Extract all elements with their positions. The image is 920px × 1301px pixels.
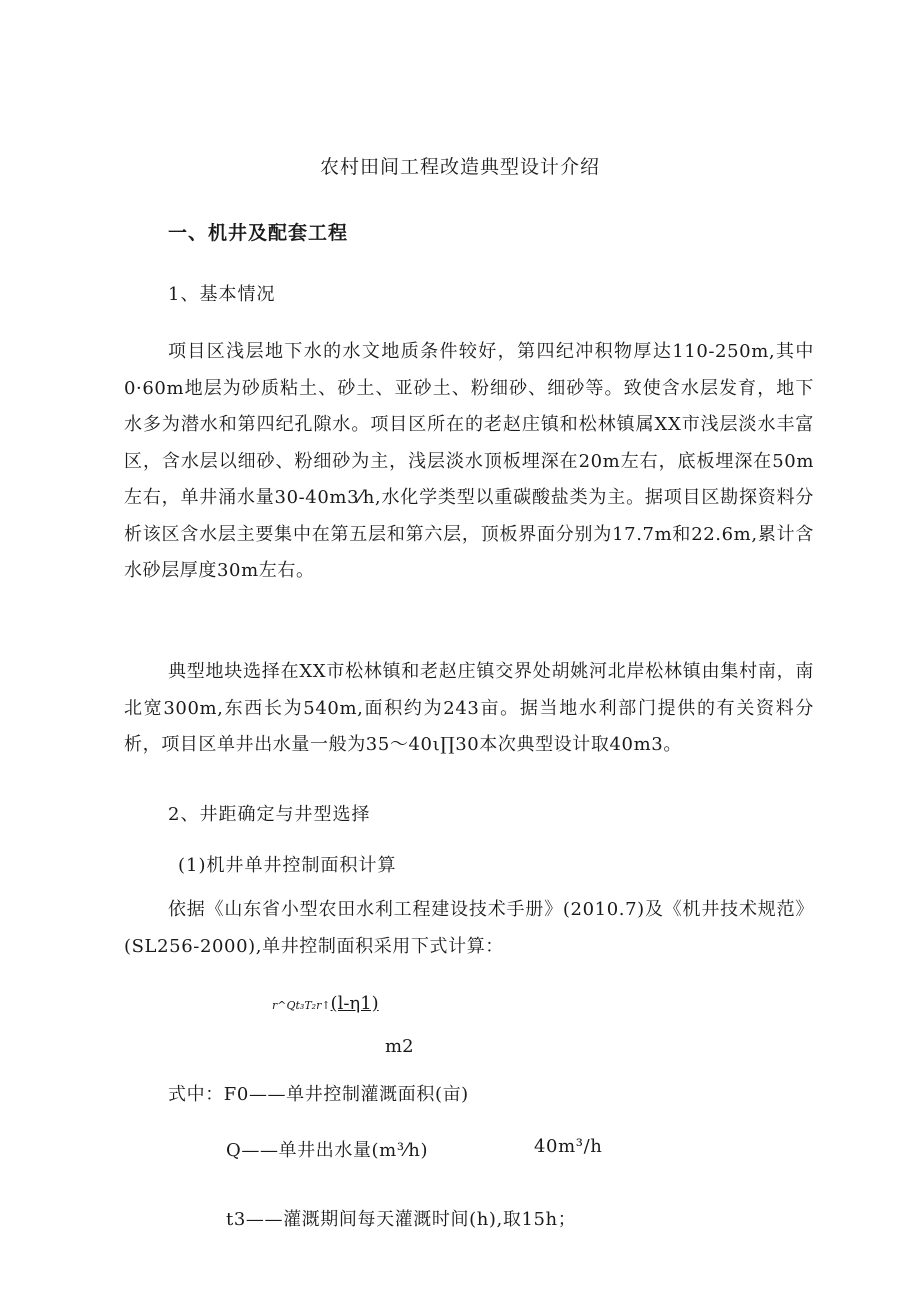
formula-main: (l-η1) [330,993,379,1014]
formula-prefix: r^Qt₃T₂r↑ [272,999,331,1012]
paragraph-typical-plot: 典型地块选择在XX市松林镇和老赵庄镇交界处胡姚河北岸松林镇由集村南，南北宽300m,东西长为540m,面积约为243亩。据当地水利部门提供的有关资料分析，项目区单井出水量一般为35～40ι∏30本次典型设计取40m3。 [124,661,814,755]
formula [272,993,379,1014]
subsection-heading-well: 2、井距确定与井型选择 [168,804,371,825]
definition-q: Q——单井出水量(m³⁄h) [226,1140,429,1161]
section-heading: 一、机井及配套工程 [168,222,349,244]
paragraph-hydrogeology: 项目区浅层地下水的水文地质条件较好，第四纪冲积物厚达110-250m,其中0·60m地层为砂质粘土、砂土、亚砂土、粉细砂、细砂等。致使含水层发育，地下水多为潜水和第四纪孔隙水。项目区所在的老赵庄镇和松林镇属XX市浅层淡水丰富区，含水层以细砂、粉细砂为主，浅层淡水顶板埋深在20m左右，底板埋深在50m左右，单井涌水量30-40m3⁄h,水化学类型以重碳酸盐类为主。据项目区勘探资料分析该区含水层主要集中在第五层和第六层，顶板界面分别为17.7m和22.6m,累计含水砂层厚度30m左右。 [124,341,814,581]
formula-unit: m2 [385,1036,414,1057]
subsection-heading: 1、基本情况 [168,284,276,305]
definition-q-value: 40m³/h [534,1136,603,1157]
paragraph-formula-basis: 依据《山东省小型农田水利工程建设技术手册》(2010.7)及《机井技术规范》(SL256-2000),单井控制面积采用下式计算： [124,899,814,957]
document-title: 农村田间工程改造典型设计介绍 [319,156,600,178]
definition-f0: 式中：F0——单井控制灌溉面积(亩) [168,1084,469,1105]
definition-t3: t3——灌溉期间每天灌溉时间(h),取15h； [226,1209,577,1230]
sub-subsection-heading: (1)机井单井控制面积计算 [178,855,397,876]
